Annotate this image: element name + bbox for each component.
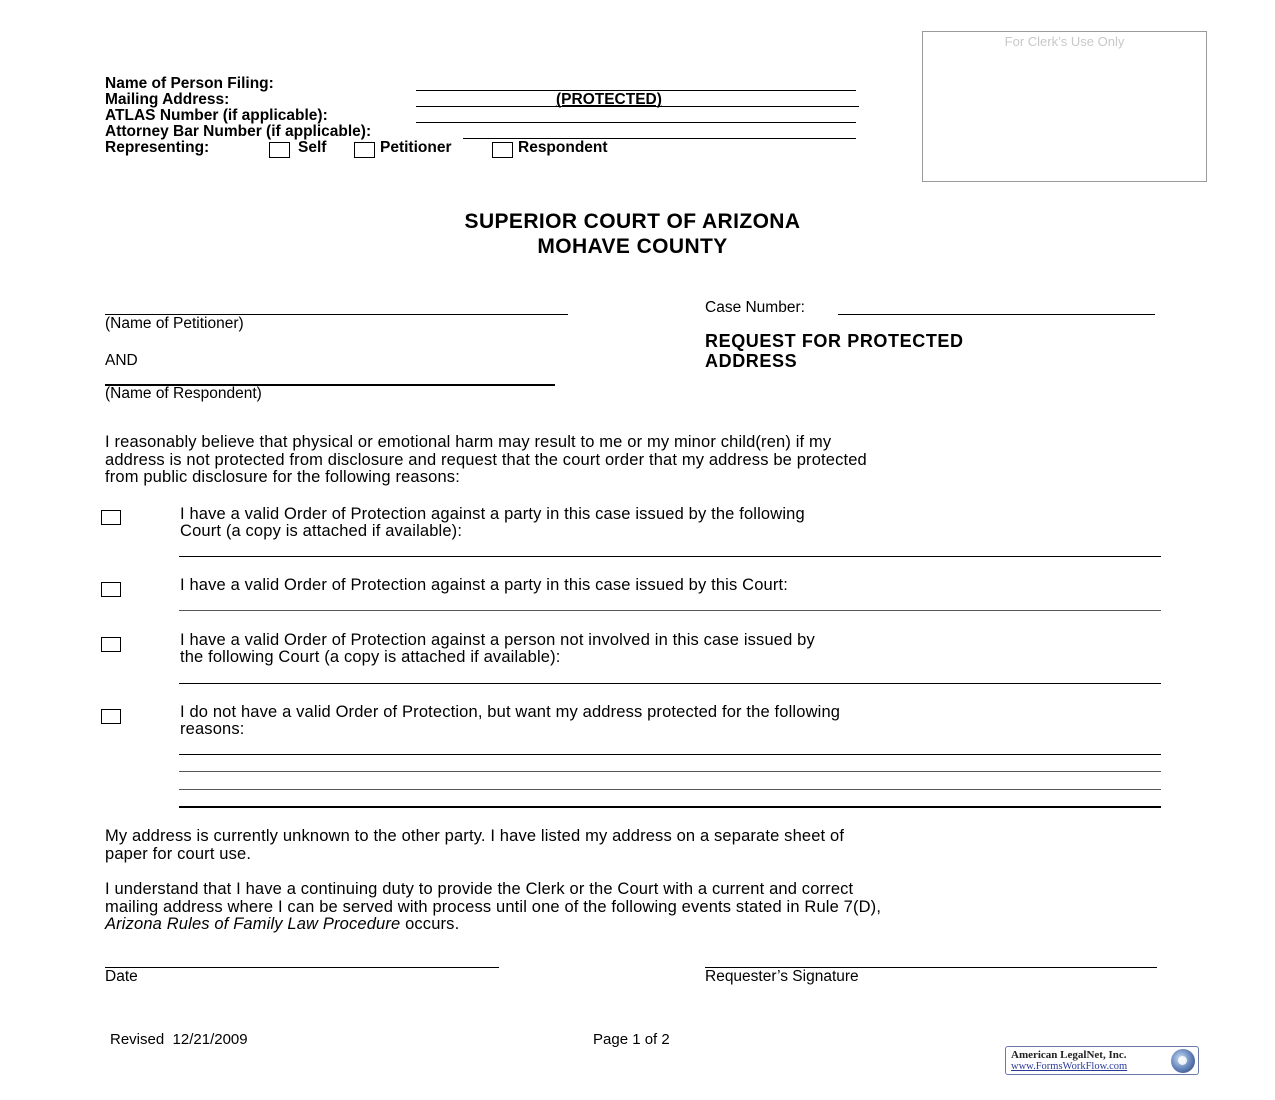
intro-line: address is not protected from disclosure and request that the court order that my address be protected (105, 451, 867, 469)
logo-company-name: American LegalNet, Inc. (1011, 1049, 1127, 1061)
date-label: Date (105, 968, 138, 985)
reason-1-text-line2: Court (a copy is attached if available): (180, 522, 463, 540)
atlas-number-line[interactable] (416, 122, 856, 123)
reason-2-checkbox[interactable] (101, 582, 121, 597)
reason-1-court-line[interactable] (179, 556, 1161, 557)
duty-line-end: occurs. (400, 915, 460, 933)
intro-line: from public disclosure for the following reasons: (105, 468, 460, 486)
globe-icon (1171, 1049, 1195, 1073)
reason-1-text-line1: I have a valid Order of Protection against a party in this case issued by the following (180, 505, 805, 523)
case-number-label: Case Number: (705, 299, 805, 316)
duty-line: mailing address where I can be served with process until one of the following events stated in Rule 7(D), (105, 898, 882, 916)
revised-label: Revised (110, 1031, 165, 1048)
revised-date (110, 1031, 248, 1048)
case-number-line[interactable] (838, 314, 1155, 315)
duty-line: I understand that I have a continuing duty to provide the Clerk or the Court with a current and correct (105, 880, 854, 898)
american-legalnet-logo[interactable] (1005, 1046, 1199, 1075)
page-number: Page 1 of 2 (593, 1031, 670, 1048)
form-title-line1: REQUEST FOR PROTECTED (705, 331, 964, 351)
self-option-label: Self (298, 139, 327, 156)
date-line[interactable] (105, 967, 499, 968)
logo-url-link[interactable]: www.FormsWorkFlow.com (1011, 1061, 1128, 1072)
reason-4-text-line1: I do not have a valid Order of Protection, but want my address protected for the following (180, 703, 841, 721)
reason-3-court-line[interactable] (179, 683, 1161, 684)
reason-2-text-line1: I have a valid Order of Protection against a party in this case issued by this Court: (180, 576, 788, 594)
unknown-address-line: paper for court use. (105, 845, 252, 863)
form-title-line2: ADDRESS (705, 351, 798, 371)
signature-label: Requester’s Signature (705, 968, 859, 985)
reason-1-checkbox[interactable] (101, 510, 121, 525)
attorney-bar-number-label: Attorney Bar Number (if applicable): (105, 123, 372, 140)
self-checkbox[interactable] (269, 142, 290, 158)
mailing-address-label: Mailing Address: (105, 91, 230, 108)
unknown-address-line: My address is currently unknown to the other party. I have listed my address on a separate sheet of (105, 827, 845, 845)
reason-4-line[interactable] (179, 789, 1161, 790)
reason-3-text-line1: I have a valid Order of Protection against a person not involved in this case issued by (180, 631, 815, 649)
mailing-address-value: (PROTECTED) (556, 91, 662, 108)
reason-4-text-line2: reasons: (180, 720, 245, 738)
petitioner-checkbox[interactable] (354, 142, 375, 158)
reason-4-line[interactable] (179, 754, 1161, 755)
reason-4-line[interactable] (179, 806, 1161, 808)
petitioner-option-label: Petitioner (380, 139, 452, 156)
respondent-checkbox[interactable] (492, 142, 513, 158)
clerk-use-box (922, 31, 1207, 182)
reason-4-checkbox[interactable] (101, 709, 121, 724)
name-of-person-filing-label: Name of Person Filing: (105, 75, 274, 92)
and-label: AND (105, 352, 138, 369)
court-name: SUPERIOR COURT OF ARIZONA (464, 210, 801, 233)
county-name: MOHAVE COUNTY (537, 235, 728, 258)
reason-2-line[interactable] (179, 610, 1161, 611)
reason-3-checkbox[interactable] (101, 637, 121, 652)
representing-label: Representing: (105, 139, 210, 156)
reason-4-line[interactable] (179, 771, 1161, 772)
atlas-number-label: ATLAS Number (if applicable): (105, 107, 328, 124)
duty-line (105, 916, 459, 934)
respondent-name-label: (Name of Respondent) (105, 385, 262, 402)
revised-date-value: 12/21/2009 (172, 1031, 248, 1048)
intro-line: I reasonably believe that physical or emotional harm may result to me or my minor child(ren) if my (105, 433, 832, 451)
respondent-option-label: Respondent (518, 139, 608, 156)
reason-3-text-line2: the following Court (a copy is attached if available): (180, 648, 561, 666)
clerk-use-label: For Clerk’s Use Only (1004, 34, 1125, 49)
mailing-address-line[interactable] (416, 106, 859, 107)
rules-citation: Arizona Rules of Family Law Procedure (105, 915, 401, 933)
petitioner-name-label: (Name of Petitioner) (105, 315, 244, 332)
